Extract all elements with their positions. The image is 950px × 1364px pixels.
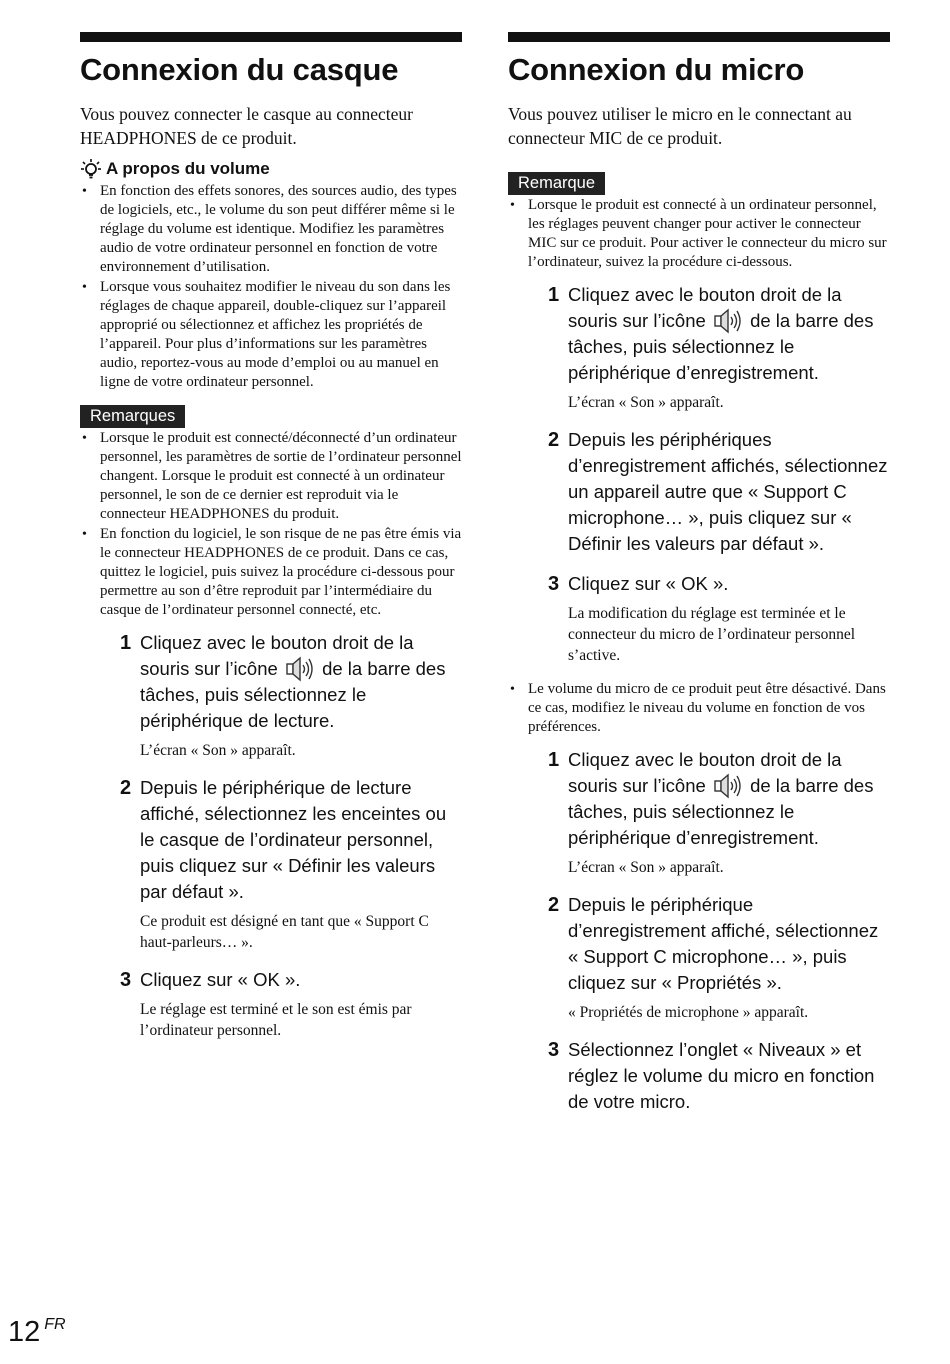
step-text: Cliquez sur « OK ». — [568, 572, 729, 594]
tip-list — [80, 182, 462, 392]
list-item: • Lorsque vous souhaitez modifier le niveau du son dans les réglages de chaque appareil, double-cliquez sur l’appareil approprié ou sélectionnez et affichez les propriétés de l’appareil. Pour plus d’informations sur les paramètres audio, reportez-vous au mode d’emploi ou au manuel en ligne de votre ordinateur personnel. — [80, 278, 462, 392]
list-item: • Lorsque le produit est connecté à un ordinateur personnel, les réglages peuvent changer pour activer le connecteur MIC sur ce produit. Pour activer le connecteur du micro sur l’ordinateur, suivez la procédure ci-dessous. — [508, 196, 890, 272]
step-number: 1 — [548, 748, 560, 771]
step-item — [120, 630, 462, 761]
steps-list-a — [548, 282, 890, 666]
step-number: 3 — [120, 968, 132, 991]
step-text-part: Cliquez avec le bouton droit de la souris sur l’icône — [568, 748, 842, 796]
steps-list — [120, 630, 462, 1041]
step-text — [568, 747, 890, 851]
section-rule — [80, 32, 462, 42]
step-text: Sélectionnez l’onglet « Niveaux » et réglez le volume du micro en fonction de votre micro. — [568, 1038, 875, 1112]
step-number: 2 — [120, 776, 132, 799]
list-item: • Lorsque le produit est connecté/déconnecté d’un ordinateur personnel, les paramètres de sortie de l’ordinateur personnel changent. Lorsque le produit est connecté à un ordinateur personnel, le son de ce dernier est reproduit via le connecteur HEADPHONES du produit. — [80, 429, 462, 524]
note-label: Remarque — [508, 172, 605, 195]
step-text — [140, 630, 462, 734]
lightbulb-icon — [80, 158, 102, 180]
step-text-part: Cliquez avec le bouton droit de la souris sur l’icône — [140, 631, 414, 679]
step-item — [548, 1037, 890, 1115]
step-number: 3 — [548, 1038, 560, 1061]
step-item — [120, 775, 462, 953]
step-text: Depuis le périphérique de lecture affiché, sélectionnez les enceintes ou le casque de l’ordinateur personnel, puis cliquez sur « Définir les valeurs par défaut ». — [140, 776, 447, 902]
step-note: « Propriétés de microphone » apparaît. — [568, 1003, 809, 1021]
left-column — [80, 32, 462, 1055]
step-number: 2 — [548, 428, 560, 451]
notes-label: Remarques — [80, 405, 185, 428]
step-item — [548, 571, 890, 666]
step-item — [548, 892, 890, 1023]
speaker-icon — [713, 308, 743, 334]
tip-heading-text: A propos du volume — [106, 158, 270, 178]
page-language: FR — [44, 1316, 66, 1333]
step-text: Depuis les périphériques d’enregistrement affichés, sélectionnez un appareil autre que « Support C microphone… », puis cliquez sur « Définir les valeurs par défaut ». — [568, 428, 888, 554]
right-intro: Vous pouvez utiliser le micro en le connectant au connecteur MIC de ce produit. — [508, 103, 852, 148]
list-item: • Le volume du micro de ce produit peut être désactivé. Dans ce cas, modifiez le niveau du volume en fonction de vos préférences. — [508, 680, 890, 737]
list-item: • En fonction du logiciel, le son risque de ne pas être émis via le connecteur HEADPHONES de ce produit. Dans ce cas, quittez le logiciel, puis suivez la procédure ci-dessous pour permettre au son d’être reproduit par l’intermédiaire du casque de l’ordinateur personnel connecté, etc. — [80, 525, 462, 620]
section-rule — [508, 32, 890, 42]
page-number — [8, 1316, 66, 1349]
step-text-part: de la barre des tâches, puis sélectionnez le périphérique d’enregistrement. — [568, 774, 874, 848]
step-item — [120, 967, 462, 1041]
step-number: 1 — [548, 283, 560, 306]
step-item — [548, 427, 890, 557]
left-section-title: Connexion du casque — [80, 52, 399, 87]
step-item — [548, 282, 890, 413]
step-note: L’écran « Son » apparaît. — [140, 741, 296, 759]
tip-heading — [80, 158, 462, 180]
step-number: 2 — [548, 893, 560, 916]
right-section-title: Connexion du micro — [508, 52, 805, 87]
speaker-icon — [713, 773, 743, 799]
notes-list — [80, 429, 462, 620]
left-intro: Vous pouvez connecter le casque au connecteur HEADPHONES de ce produit. — [80, 103, 414, 148]
notes-list — [508, 196, 890, 272]
notes-list — [508, 680, 890, 737]
steps-list-b — [548, 747, 890, 1115]
step-text-part: Cliquez avec le bouton droit de la souris sur l’icône — [568, 283, 842, 331]
step-note: Le réglage est terminé et le son est émis par l’ordinateur personnel. — [140, 1000, 412, 1039]
step-text — [568, 282, 890, 386]
step-item — [548, 747, 890, 878]
step-note: L’écran « Son » apparaît. — [568, 393, 724, 411]
step-number: 3 — [548, 572, 560, 595]
step-text: Depuis le périphérique d’enregistrement affiché, sélectionnez « Support C microphone… », puis cliquez sur « Propriétés ». — [568, 893, 879, 993]
step-note: L’écran « Son » apparaît. — [568, 858, 724, 876]
step-text-part: de la barre des tâches, puis sélectionnez le périphérique de lecture. — [140, 657, 446, 731]
right-column — [508, 32, 890, 1129]
step-text: Cliquez sur « OK ». — [140, 968, 301, 990]
step-number: 1 — [120, 631, 132, 654]
step-note: Ce produit est désigné en tant que « Support C haut-parleurs… ». — [140, 912, 429, 951]
page-number-value: 12 — [8, 1316, 41, 1348]
list-item: • En fonction des effets sonores, des sources audio, des types de logiciels, etc., le volume du son peut différer même si le réglage du volume est identique. Modifiez les paramètres audio de votre ordinateur personnel en fonction de votre environnement d’utilisation. — [80, 182, 462, 277]
step-text-part: de la barre des tâches, puis sélectionnez le périphérique d’enregistrement. — [568, 309, 874, 383]
speaker-icon — [285, 656, 315, 682]
step-note: La modification du réglage est terminée et le connecteur du micro de l’ordinateur personnel s’active. — [568, 604, 856, 664]
